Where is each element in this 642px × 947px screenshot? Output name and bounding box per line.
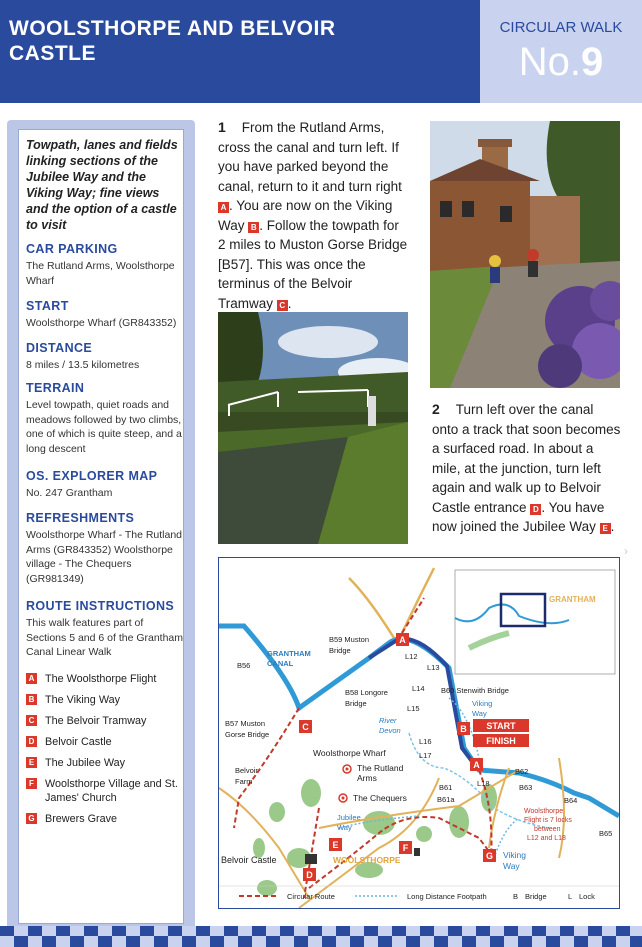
map-label: B57 Muston [225, 719, 266, 728]
title-line-2: CASTLE [9, 42, 96, 65]
key-circular-route: Circular Route [287, 892, 335, 901]
page-header [0, 0, 642, 103]
key-lock-code: L [568, 892, 573, 901]
map-label: L15 [407, 704, 420, 713]
marker-b-badge: B [248, 222, 259, 233]
step-1-text [218, 118, 408, 313]
legend-label: The Woolsthorpe Flight [45, 673, 157, 685]
start-heading: START [26, 299, 69, 313]
terrain-heading: TERRAIN [26, 381, 85, 395]
refreshments-text: Woolsthorpe Wharf - The Rutland Arms (GR843352) Woolsthorpe village - The Chequers (GR981349) [26, 529, 183, 585]
sidebar-intro: Towpath, lanes and fields linking sections of the Jubilee Way and the Viking Way; fine views and the option of a castle to visit [26, 138, 178, 232]
map-marker-label: G [485, 851, 494, 861]
map-label: B59 Muston [329, 635, 370, 644]
map-marker-label: B [460, 724, 467, 734]
map-label: B65 [599, 829, 613, 838]
step-1-part: From the Rutland Arms, cross the canal and turn left. If you have parked beyond the canal, return to it and turn right [218, 120, 402, 194]
map-label: L12 [405, 652, 418, 661]
map-marker-label: F [402, 843, 409, 853]
church-icon [414, 848, 420, 856]
map-label: L14 [412, 684, 425, 693]
map-label: Way [337, 823, 352, 832]
step-1-number: 1 [218, 119, 226, 135]
map-label: Devon [379, 726, 401, 735]
car-parking-text: The Rutland Arms, Woolsthorpe Wharf [26, 260, 175, 287]
map-label: L13 [427, 663, 440, 672]
map-marker-label: E [332, 840, 339, 850]
refreshments-heading: REFRESHMENTS [26, 511, 135, 525]
map-label: CANAL [267, 659, 294, 668]
finish-label: FINISH [486, 736, 516, 746]
footer-checker-strip [0, 926, 642, 947]
terrain-text: Level towpath, quiet roads and meadows followed by two climbs, one of which is quite steep, and a long descent [26, 399, 182, 455]
map-label: Farm [235, 777, 253, 786]
route-legend [26, 672, 184, 833]
map-label: Jubilee [337, 813, 361, 822]
key-footpath: Long Distance Footpath [407, 892, 487, 901]
map-label: B60 Stenwith Bridge [441, 686, 509, 695]
legend-item [26, 693, 184, 707]
map-label: B63 [519, 783, 533, 792]
marker-f-badge: F [26, 778, 37, 789]
map-marker-label: D [306, 870, 313, 880]
map-label: Bridge [345, 699, 367, 708]
map-label: Viking [472, 699, 493, 708]
map-label: B61 [439, 783, 453, 792]
legend-label: Woolsthorpe Village and St. James' Church [45, 778, 178, 804]
map-label: River [379, 716, 397, 725]
map-label: Viking [503, 850, 526, 860]
step-2-number: 2 [432, 401, 440, 417]
title-line-1: WOOLSTHORPE AND BELVOIR [9, 17, 336, 40]
legend-item [26, 812, 184, 826]
step-1-part: . Follow the towpath for 2 miles to Muston Gorse Bridge [B57]. This was once the terminus of the Belvoir Tramway [218, 217, 408, 311]
map-marker-label: A [399, 635, 406, 645]
map-key [239, 892, 595, 901]
start-section [26, 299, 184, 331]
legend-item [26, 756, 184, 770]
step-2-part: . [610, 519, 615, 534]
map-label: L12 and L18 [527, 835, 566, 842]
map-label: L18 [477, 779, 490, 788]
sidebar [7, 120, 195, 935]
map-marker-label: C [302, 722, 309, 732]
route-heading: ROUTE INSTRUCTIONS [26, 599, 175, 613]
distance-text: 8 miles / 13.5 kilometres [26, 359, 140, 371]
start-label: START [486, 721, 516, 731]
route-text: This walk features part of Sections 5 and 6 of the Grantham Canal Linear Walk [26, 617, 184, 658]
marker-d-badge: D [530, 504, 541, 515]
map-label: B61a [437, 795, 455, 804]
marker-g-badge: G [26, 813, 37, 824]
map-label: B56 [237, 661, 251, 670]
marker-e-badge: E [26, 757, 37, 768]
step-1-part: . You are now on the Viking Way [218, 198, 393, 233]
route-section [26, 599, 184, 660]
marker-b-badge: B [26, 694, 37, 705]
distance-heading: DISTANCE [26, 341, 93, 355]
key-bridge-code: B [513, 892, 519, 901]
legend-label: Brewers Grave [45, 813, 117, 825]
marker-c-badge: C [277, 300, 288, 311]
start-text: Woolsthorpe Wharf (GR843352) [26, 317, 177, 329]
village-street-image [430, 121, 620, 388]
step-2-part: . You have now joined the Jubilee Way [432, 499, 605, 534]
map-label: Way [472, 709, 487, 718]
os-map-text: No. 247 Grantham [26, 487, 113, 499]
marker-e-badge: E [600, 523, 611, 534]
terrain-section [26, 381, 184, 456]
map-marker-label: A [473, 760, 480, 770]
map-label: Bridge [329, 646, 351, 655]
next-page-arrow-icon: › [624, 544, 628, 558]
map-label: The Chequers [353, 793, 407, 803]
map-label: Flight is 7 locks [524, 817, 572, 824]
legend-item [26, 714, 184, 728]
map-label: B64 [564, 796, 578, 805]
car-parking-heading: CAR PARKING [26, 242, 118, 256]
map-label: Gorse Bridge [225, 730, 270, 739]
key-bridge: Bridge [525, 892, 547, 901]
map-label: between [534, 826, 561, 833]
step-2-part: Turn left over the canal onto a track that soon becomes a surfaced road. In about a mile, at the junction, turn left again and walk up to Belvoir Castle entrance [432, 402, 621, 515]
map-label: GRANTHAM [267, 649, 311, 658]
map-label: L17 [419, 751, 432, 760]
walk-number [480, 40, 642, 85]
step-1-part: . [287, 295, 292, 311]
map-label: The Rutland [357, 763, 404, 773]
legend-label: The Belvoir Tramway [45, 715, 147, 727]
marker-d-badge: D [26, 736, 37, 747]
legend-item [26, 672, 184, 686]
walk-prefix: No. [518, 40, 581, 84]
key-lock: Lock [579, 892, 595, 901]
map-label: WOOLSTHORPE [333, 855, 401, 865]
map-label: B58 Longore [345, 688, 388, 697]
route-map-svg [219, 558, 620, 909]
map-label: Woolsthorpe [524, 808, 564, 815]
os-map-section [26, 469, 184, 501]
refreshments-section [26, 511, 184, 586]
castle-icon [305, 854, 317, 864]
map-label: Belvoir Castle [221, 855, 277, 865]
walk-number-digit: 9 [581, 40, 604, 84]
marker-a-badge: A [218, 202, 229, 213]
map-label: Arms [357, 773, 377, 783]
map-label: Way [503, 861, 520, 871]
canal-lock-photo [218, 312, 408, 544]
marker-c-badge: C [26, 715, 37, 726]
legend-label: The Viking Way [45, 694, 121, 706]
village-street-photo [430, 121, 620, 388]
legend-item [26, 735, 184, 749]
map-label: B62 [515, 767, 529, 776]
marker-a-badge: A [26, 673, 37, 684]
os-map-heading: OS. EXPLORER MAP [26, 469, 158, 483]
route-map [218, 557, 620, 909]
map-label: Woolsthorpe Wharf [313, 748, 386, 758]
map-label: L16 [419, 737, 432, 746]
page-title [9, 16, 429, 66]
legend-item [26, 777, 184, 805]
legend-label: Belvoir Castle [45, 736, 112, 748]
canal-lock-image [218, 312, 408, 544]
step-2-text [432, 400, 622, 537]
sidebar-panel [18, 129, 184, 924]
walk-label: CIRCULAR WALK [499, 19, 623, 36]
distance-section [26, 341, 184, 373]
map-label: Belvoir [235, 766, 258, 775]
walk-number-box [480, 0, 642, 103]
car-parking-section [26, 242, 184, 288]
inset-grantham-label: GRANTHAM [549, 595, 596, 604]
legend-label: The Jubilee Way [45, 757, 126, 769]
